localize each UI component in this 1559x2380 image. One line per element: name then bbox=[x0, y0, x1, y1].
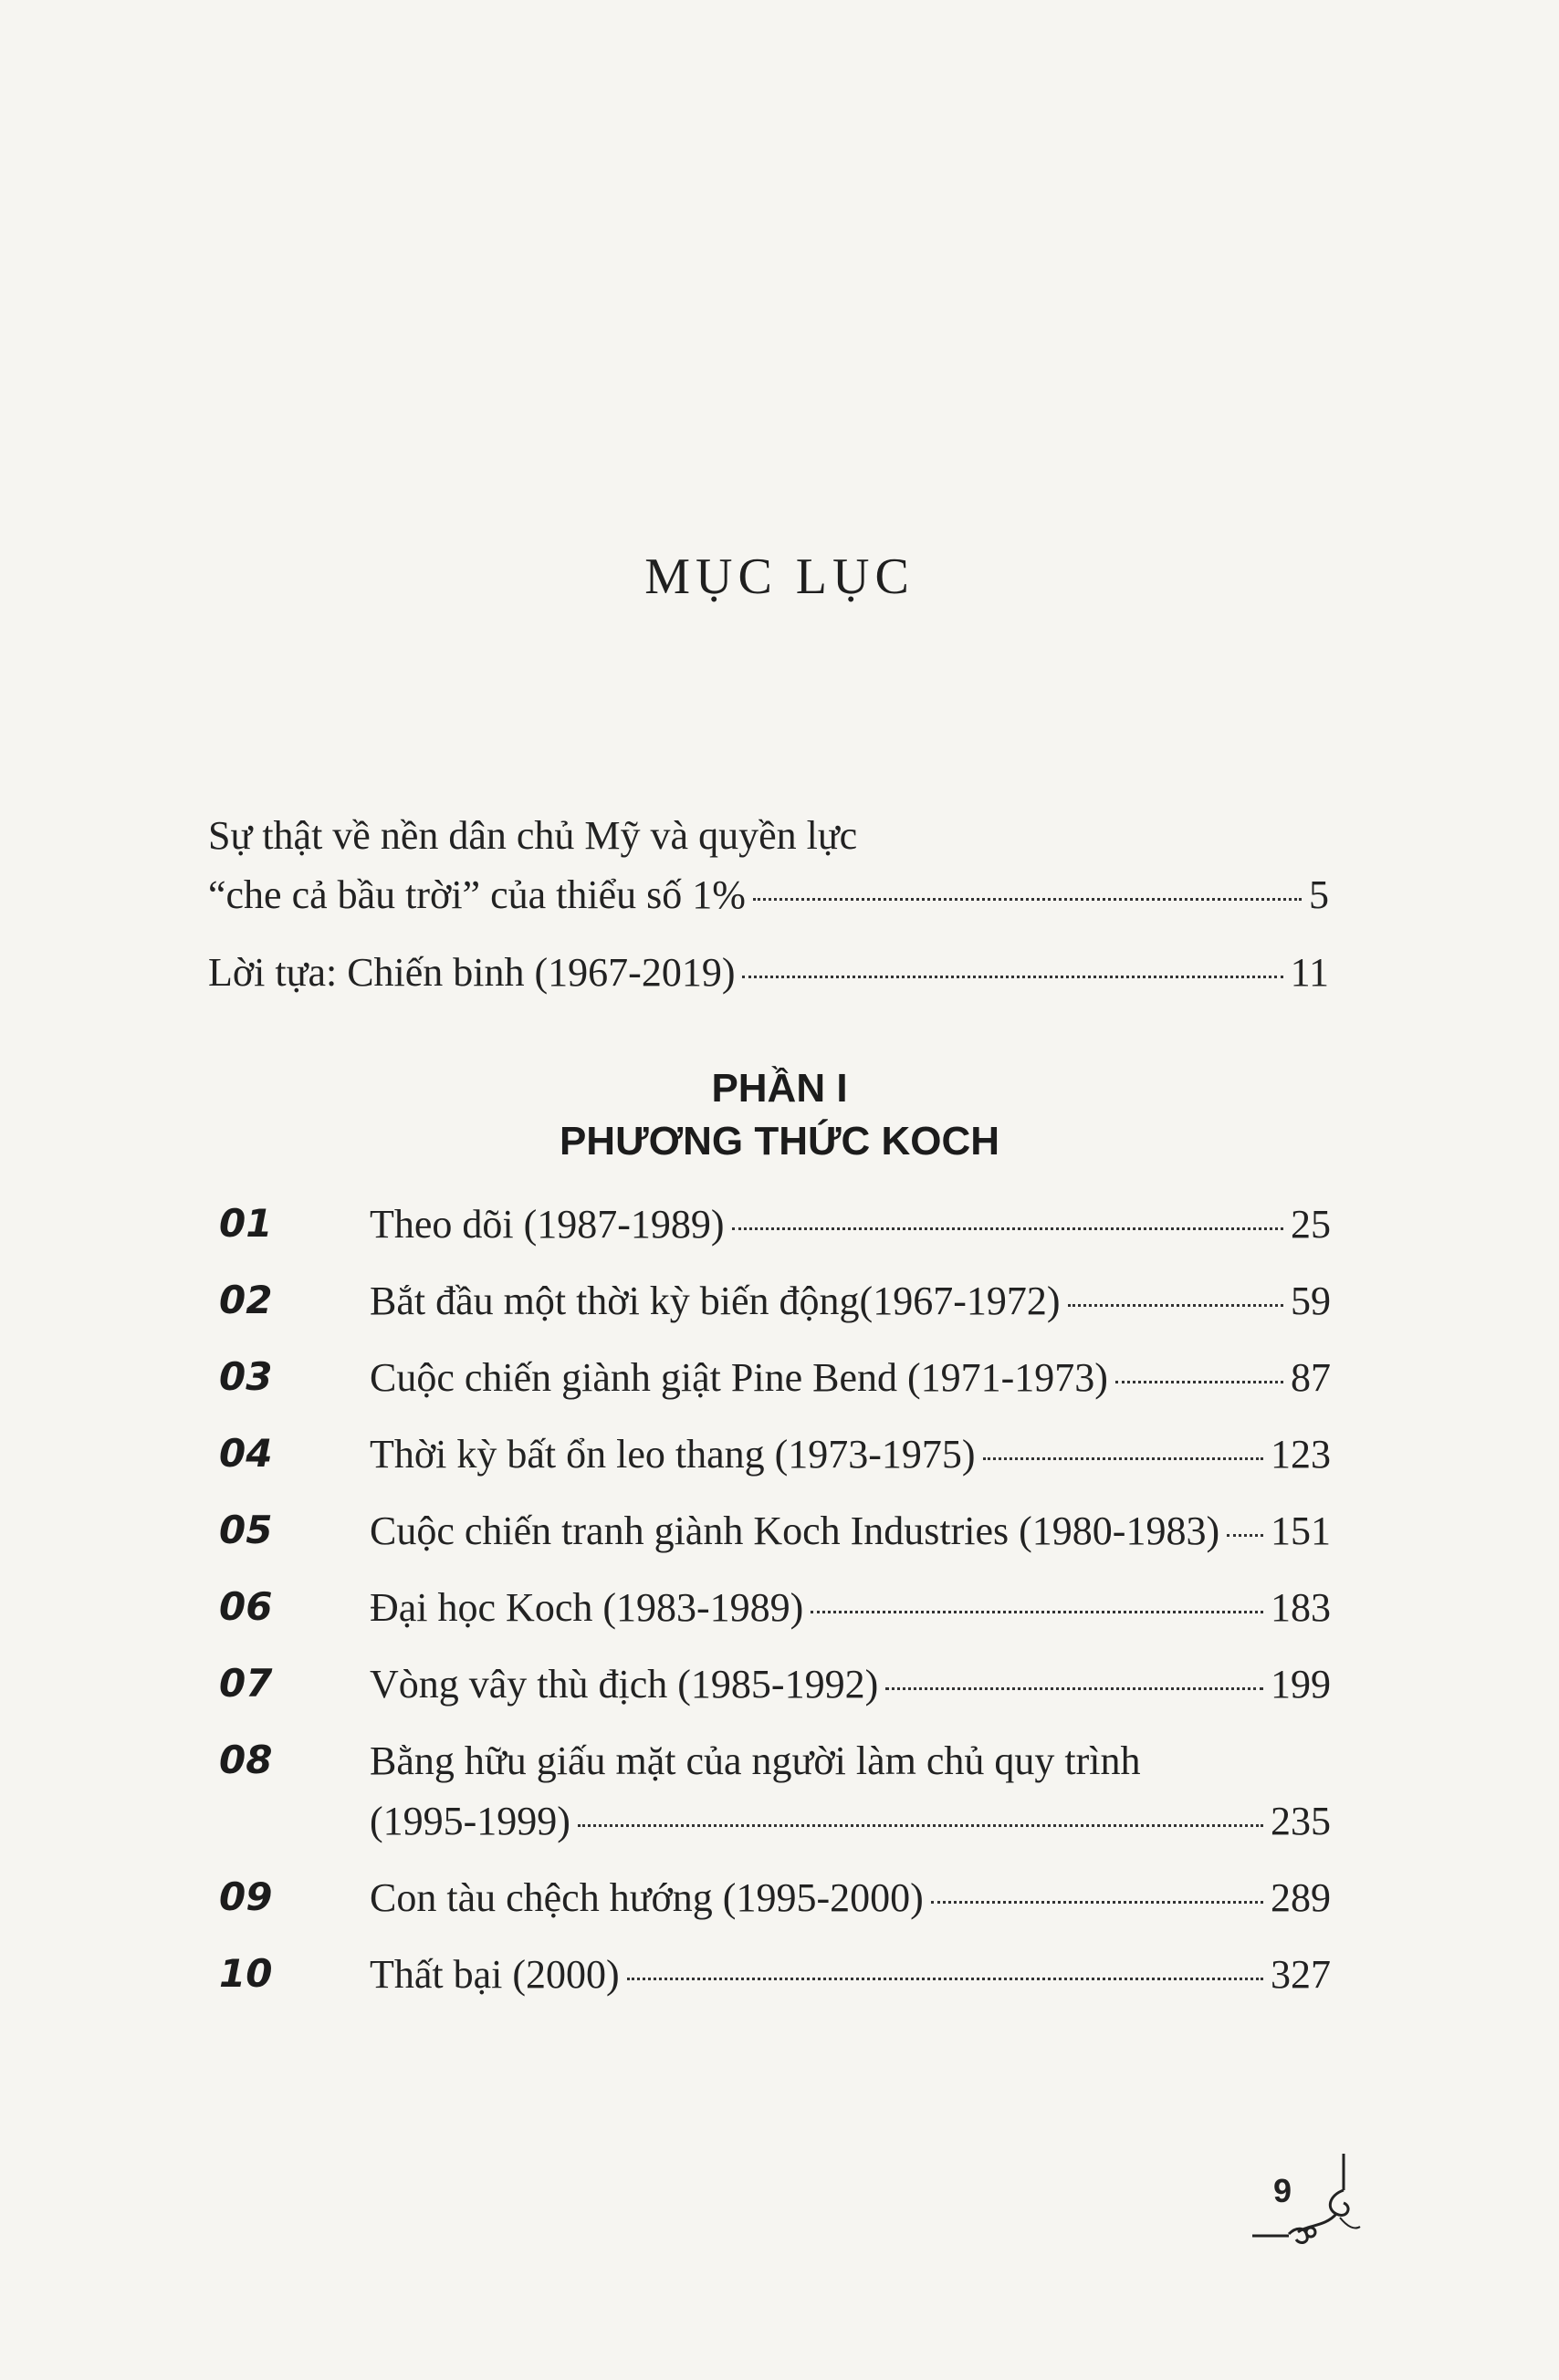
intro-entry bbox=[208, 872, 1329, 918]
chapter-title: Cuộc chiến tranh giành Koch Industries (1980-1983) bbox=[370, 1508, 1220, 1553]
chapter-page: 151 bbox=[1271, 1508, 1331, 1553]
chapter-number: 10 bbox=[219, 1951, 273, 1996]
chapter-entry bbox=[370, 1798, 1331, 1844]
chapter-number: 08 bbox=[219, 1738, 273, 1782]
chapter-page: 199 bbox=[1271, 1662, 1331, 1707]
part-title: PHƯƠNG THỨC KOCH bbox=[559, 1119, 1000, 1164]
dot-leader bbox=[983, 1457, 1263, 1460]
dot-leader bbox=[578, 1824, 1263, 1827]
page-number: 9 bbox=[1273, 2172, 1292, 2209]
chapter-title: Bằng hữu giấu mặt của người làm chủ quy trình bbox=[370, 1738, 1141, 1783]
chapter-page: 87 bbox=[1291, 1355, 1331, 1400]
intro-entry-line1: Sự thật về nền dân chủ Mỹ và quyền lực bbox=[208, 813, 858, 858]
chapter-page: 123 bbox=[1271, 1432, 1331, 1477]
dot-leader bbox=[1115, 1381, 1283, 1383]
chapter-page: 183 bbox=[1271, 1585, 1331, 1630]
intro-entry-line2: “che cả bầu trời” của thiểu số 1% bbox=[208, 872, 746, 917]
chapter-title: Vòng vây thù địch (1985-1992) bbox=[370, 1662, 879, 1707]
chapter-number: 03 bbox=[219, 1354, 273, 1399]
chapter-title-continued: (1995-1999) bbox=[370, 1799, 570, 1843]
chapter-page: 289 bbox=[1271, 1875, 1331, 1920]
chapter-entry bbox=[370, 1354, 1331, 1401]
chapter-entry bbox=[370, 1278, 1331, 1324]
chapter-number: 07 bbox=[219, 1661, 273, 1706]
chapter-number: 05 bbox=[219, 1508, 273, 1552]
chapter-entry bbox=[370, 1874, 1331, 1921]
chapter-number: 04 bbox=[219, 1431, 273, 1476]
chapter-page: 59 bbox=[1291, 1279, 1331, 1323]
chapter-number: 01 bbox=[219, 1201, 273, 1246]
chapter-entry bbox=[370, 1584, 1331, 1631]
dot-leader bbox=[732, 1227, 1283, 1230]
intro-entry-page: 5 bbox=[1309, 872, 1329, 917]
dot-leader bbox=[885, 1687, 1263, 1690]
chapter-title: Thất bại (2000) bbox=[370, 1952, 620, 1997]
dot-leader bbox=[931, 1901, 1263, 1904]
chapter-entry bbox=[370, 1201, 1331, 1247]
preface-entry bbox=[208, 949, 1329, 996]
dot-leader bbox=[742, 976, 1282, 978]
chapter-number: 09 bbox=[219, 1874, 273, 1919]
preface-entry-text: Lời tựa: Chiến binh (1967-2019) bbox=[208, 950, 736, 995]
chapter-entry bbox=[370, 1951, 1331, 1998]
chapter-title: Đại học Koch (1983-1989) bbox=[370, 1585, 804, 1630]
corner-ornament-icon bbox=[1252, 2154, 1362, 2254]
chapter-entry bbox=[370, 1661, 1331, 1707]
dot-leader bbox=[753, 898, 1302, 901]
chapter-page: 25 bbox=[1291, 1202, 1331, 1247]
chapter-title: Bắt đầu một thời kỳ biến động(1967-1972) bbox=[370, 1279, 1061, 1323]
chapter-entry bbox=[370, 1508, 1331, 1554]
dot-leader bbox=[811, 1611, 1263, 1613]
chapter-title: Thời kỳ bất ổn leo thang (1973-1975) bbox=[370, 1432, 976, 1477]
chapter-number: 06 bbox=[219, 1584, 273, 1629]
part-label: PHẦN I bbox=[711, 1066, 848, 1111]
chapter-page: 327 bbox=[1271, 1952, 1331, 1997]
chapter-entry bbox=[370, 1431, 1331, 1477]
chapter-page: 235 bbox=[1271, 1799, 1331, 1843]
dot-leader bbox=[627, 1978, 1263, 1980]
chapter-title: Theo dõi (1987-1989) bbox=[370, 1202, 725, 1247]
dot-leader bbox=[1068, 1304, 1283, 1307]
chapter-title: Con tàu chệch hướng (1995-2000) bbox=[370, 1875, 924, 1920]
chapter-title: Cuộc chiến giành giật Pine Bend (1971-1973) bbox=[370, 1355, 1108, 1400]
chapter-number: 02 bbox=[219, 1278, 273, 1322]
dot-leader bbox=[1227, 1534, 1263, 1537]
page-title: MỤC LỤC bbox=[644, 548, 915, 605]
preface-entry-page: 11 bbox=[1290, 950, 1329, 995]
